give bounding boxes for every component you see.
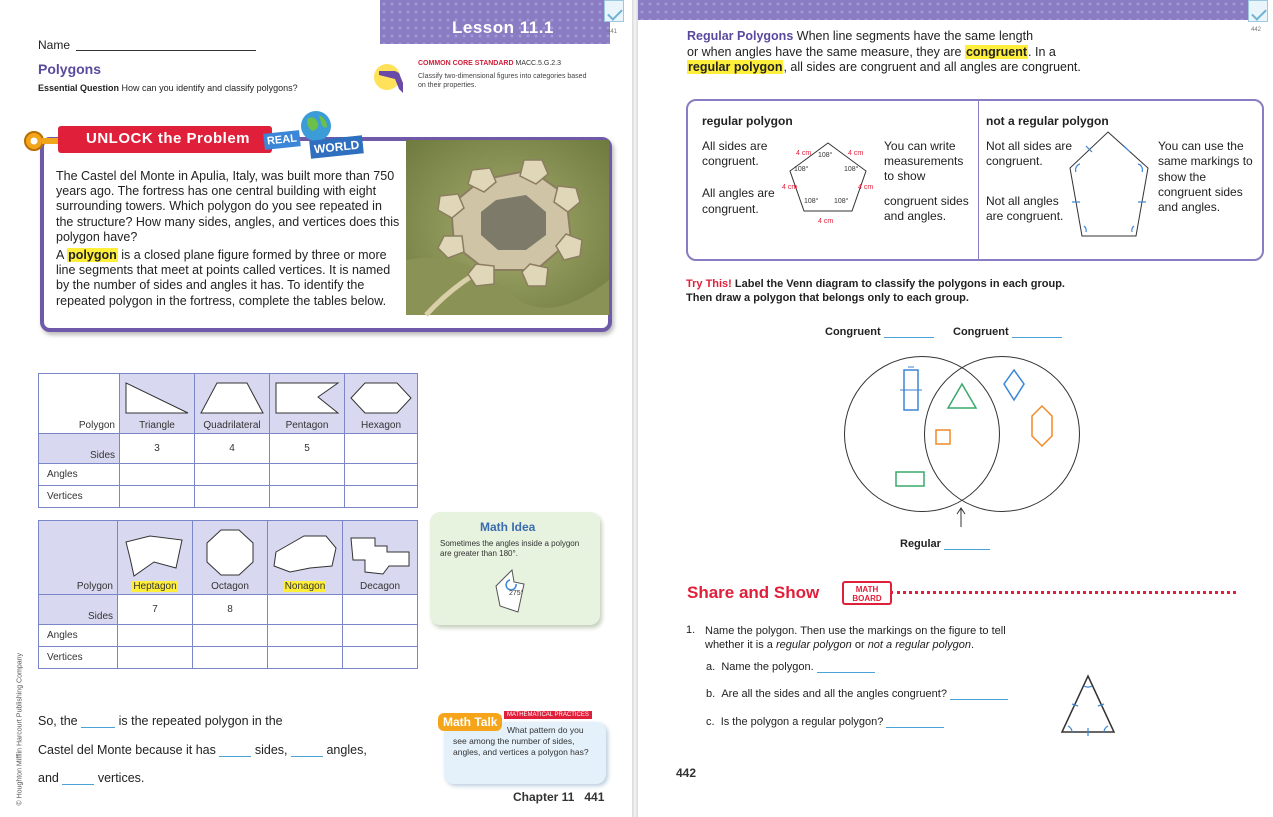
copyright-text: © Houghton Mifflin Harcourt Publishing Company bbox=[16, 653, 24, 806]
angles-cell[interactable] bbox=[118, 625, 193, 647]
sides-heptagon[interactable]: 7 bbox=[118, 595, 193, 625]
triangle-shape bbox=[122, 379, 192, 417]
essential-question bbox=[38, 83, 358, 93]
cell-pentagon: Pentagon bbox=[270, 374, 345, 434]
conclusion-line-2: Castel del Monte because it has sides, angles, bbox=[38, 743, 367, 757]
angles-cell[interactable] bbox=[120, 464, 195, 486]
eq-text: How can you identify and classify polygons? bbox=[121, 83, 298, 93]
svg-text:108°: 108° bbox=[794, 166, 809, 173]
cell-quadrilateral: Quadrilateral bbox=[195, 374, 270, 434]
answer-blank-sides[interactable] bbox=[219, 756, 251, 757]
regular-note-2: congruent sides and angles. bbox=[884, 194, 969, 223]
pentagon-shape bbox=[272, 379, 342, 417]
irregular-pentagon-diagram bbox=[1064, 128, 1154, 240]
try-this-instructions: Try This! Label the Venn diagram to classify the polygons in each group. Then draw a polygon that belongs only to each group. bbox=[686, 278, 1065, 304]
row-label-angles: Angles bbox=[39, 464, 120, 486]
right-page bbox=[638, 0, 1273, 817]
svg-text:4 cm: 4 cm bbox=[858, 184, 874, 191]
not-sides-text: Not all sides are congruent. bbox=[986, 139, 1073, 168]
vertices-cell[interactable] bbox=[118, 647, 193, 669]
nonagon-shape bbox=[270, 532, 340, 578]
not-angles-text: Not all angles are congruent. bbox=[986, 194, 1064, 223]
world-badge: WORLD bbox=[309, 135, 364, 158]
polygon-definition: A polygon is a closed plane figure formed by three or more line segments that meet at points called vertices. It is named by the number of sides and angles it has. To identify the repeated polygon in the fortress, complete the tables below. bbox=[56, 248, 391, 308]
row-label-sides: Sides bbox=[39, 434, 120, 464]
venn-blank-right[interactable] bbox=[1012, 337, 1062, 338]
angles-cell[interactable] bbox=[270, 464, 345, 486]
vertices-cell[interactable] bbox=[195, 486, 270, 508]
bookmark-icon[interactable] bbox=[604, 0, 624, 22]
svg-text:4 cm: 4 cm bbox=[848, 150, 864, 157]
answer-blank-polygon[interactable] bbox=[81, 727, 115, 728]
standard-text: Classify two-dimensional figures into categories based on their properties. bbox=[418, 73, 587, 89]
box-divider bbox=[978, 101, 979, 259]
vertices-cell[interactable] bbox=[193, 647, 268, 669]
answer-blank-angles[interactable] bbox=[291, 756, 323, 757]
castel-del-monte-photo bbox=[406, 140, 609, 315]
qc-line: c. Is the polygon a regular polygon? bbox=[706, 716, 944, 728]
regular-sides-text: All sides are congruent. bbox=[702, 139, 768, 168]
qb-answer[interactable] bbox=[950, 699, 1008, 700]
qa-answer[interactable] bbox=[817, 672, 875, 673]
row-label-polygon-2: Polygon bbox=[39, 521, 118, 595]
vertices-cell[interactable] bbox=[268, 647, 343, 669]
row-label-sides-2: Sides bbox=[39, 595, 118, 625]
regular-pentagon-diagram bbox=[778, 137, 878, 225]
eq-label: Essential Question bbox=[38, 83, 120, 93]
svg-text:4 cm: 4 cm bbox=[782, 184, 798, 191]
conclusion-line-1: So, the is the repeated polygon in the bbox=[38, 714, 283, 728]
svg-text:108°: 108° bbox=[804, 198, 819, 205]
angles-cell[interactable] bbox=[193, 625, 268, 647]
svg-text:4 cm: 4 cm bbox=[818, 218, 834, 225]
cell-octagon: Octagon bbox=[193, 521, 268, 595]
qb-line: b. Are all the sides and all the angles congruent? bbox=[706, 688, 1008, 700]
sides-decagon[interactable] bbox=[343, 595, 418, 625]
math-idea-text: Sometimes the angles inside a polygon are greater than 180°. bbox=[440, 539, 580, 558]
venn-label-bottom: Regular bbox=[900, 538, 990, 550]
triangle-figure bbox=[1058, 672, 1118, 736]
page-tag: 442 bbox=[1251, 27, 1262, 33]
not-regular-heading: not a regular polygon bbox=[986, 114, 1109, 128]
svg-text:108°: 108° bbox=[844, 166, 859, 173]
angle-label: 275° bbox=[509, 590, 524, 597]
angles-cell[interactable] bbox=[343, 625, 418, 647]
bookmark-icon[interactable] bbox=[1248, 0, 1268, 22]
venn-label-right: Congruent bbox=[953, 326, 1062, 338]
polygon-term: polygon bbox=[68, 248, 117, 262]
regular-polygons-intro: Regular Polygons When line segments have the same length or when angles have the same measure, they are congruent. In a regular polygon, all sides are congruent and all angles are congruent. bbox=[687, 29, 1081, 74]
polygon-table-2 bbox=[38, 520, 418, 669]
top-banner bbox=[638, 0, 1250, 20]
answer-blank-vertices[interactable] bbox=[62, 784, 94, 785]
regular-note-1: You can write measurements to show bbox=[884, 139, 964, 183]
polygon-table-1 bbox=[38, 373, 418, 508]
name-field[interactable] bbox=[76, 50, 256, 51]
sides-pentagon[interactable]: 5 bbox=[270, 434, 345, 464]
qa-line: a. Name the polygon. bbox=[706, 661, 875, 673]
vertices-cell[interactable] bbox=[270, 486, 345, 508]
problem-text: The Castel del Monte in Apulia, Italy, was built more than 750 years ago. The fortress has one central building with eight surrounding towers. Which polygon do you see repeated in the structure? How many sides, angles, and vertices does this polygon have? bbox=[56, 169, 400, 244]
venn-arrow-icon bbox=[956, 506, 966, 528]
page-tag: 441 bbox=[607, 29, 618, 35]
svg-text:4 cm: 4 cm bbox=[796, 150, 812, 157]
venn-blank-left[interactable] bbox=[884, 337, 934, 338]
sides-hexagon[interactable] bbox=[345, 434, 418, 464]
footer-chapter: Chapter 11 441 bbox=[513, 790, 605, 804]
cell-decagon: Decagon bbox=[343, 521, 418, 595]
math-board-button[interactable]: MATH BOARD bbox=[842, 581, 892, 605]
q1-text: Name the polygon. Then use the markings on the figure to tell whether it is a regular polygon or not a regular polygon. bbox=[705, 625, 1006, 651]
regular-angles-text: All angles are congruent. bbox=[702, 186, 775, 216]
svg-text:108°: 108° bbox=[818, 152, 833, 159]
math-idea-title: Math Idea bbox=[480, 520, 536, 534]
row-label-vertices: Vertices bbox=[39, 486, 120, 508]
not-note: You can use the same markings to show the congruent sides and angles. bbox=[1158, 139, 1253, 215]
page-title: Polygons bbox=[38, 61, 102, 77]
unlock-label: UNLOCK the Problem bbox=[86, 130, 251, 147]
share-divider bbox=[890, 591, 1236, 594]
regular-heading: regular polygon bbox=[702, 114, 793, 128]
angles-cell[interactable] bbox=[268, 625, 343, 647]
heptagon-shape bbox=[120, 532, 190, 578]
row-label-vertices-2: Vertices bbox=[39, 647, 118, 669]
octagon-shape bbox=[195, 528, 265, 578]
sides-triangle[interactable]: 3 bbox=[120, 434, 195, 464]
cell-nonagon: Nonagon bbox=[268, 521, 343, 595]
svg-text:108°: 108° bbox=[834, 198, 849, 205]
angles-cell[interactable] bbox=[345, 464, 418, 486]
venn-blank-bottom[interactable] bbox=[944, 549, 990, 550]
real-badge: REAL bbox=[263, 130, 300, 150]
decagon-shape bbox=[345, 532, 415, 578]
cell-hexagon: Hexagon bbox=[345, 374, 418, 434]
sides-nonagon[interactable] bbox=[268, 595, 343, 625]
sides-quadrilateral[interactable]: 4 bbox=[195, 434, 270, 464]
left-page bbox=[0, 0, 632, 817]
vertices-cell[interactable] bbox=[120, 486, 195, 508]
q1-number: 1. bbox=[686, 624, 696, 636]
math-talk-label: Math Talk bbox=[438, 713, 502, 731]
math-practices-label: MATHEMATICAL PRACTICES bbox=[504, 711, 592, 719]
hexagon-shape bbox=[347, 379, 415, 417]
angles-cell[interactable] bbox=[195, 464, 270, 486]
sides-octagon[interactable]: 8 bbox=[193, 595, 268, 625]
row-label-angles-2: Angles bbox=[39, 625, 118, 647]
vertices-cell[interactable] bbox=[343, 647, 418, 669]
vertices-cell[interactable] bbox=[345, 486, 418, 508]
standard-label: COMMON CORE STANDARD MACC.5.G.2.3 bbox=[418, 60, 562, 67]
qc-answer[interactable] bbox=[886, 727, 944, 728]
name-label: Name bbox=[38, 38, 71, 52]
cell-triangle: Triangle bbox=[120, 374, 195, 434]
page-number: 442 bbox=[676, 766, 697, 780]
cell-heptagon: Heptagon bbox=[118, 521, 193, 595]
row-label-polygon: Polygon bbox=[39, 374, 120, 434]
florida-icon bbox=[373, 59, 413, 97]
venn-polygons bbox=[888, 366, 1088, 506]
share-and-show-title: Share and Show bbox=[687, 583, 820, 602]
quadrilateral-shape bbox=[197, 379, 267, 417]
math-talk-text: What pattern do you see among the number of sides, angles, and vertices a polygon has? bbox=[453, 725, 589, 757]
lesson-title: Lesson 11.1 bbox=[452, 18, 554, 37]
conclusion-line-3: and vertices. bbox=[38, 771, 145, 785]
venn-label-left: Congruent bbox=[825, 326, 934, 338]
